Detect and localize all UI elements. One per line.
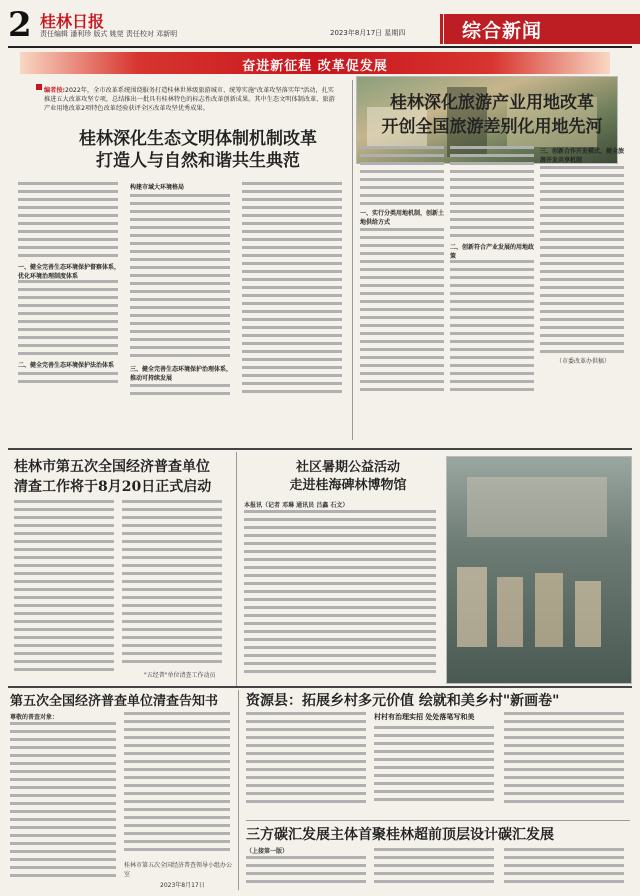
topic-banner [20,52,610,74]
article2-source: （市委改革办供稿） [556,358,611,365]
article4-body [244,500,440,680]
notice-title: 第五次全国经济普查单位清查告知书 [10,694,219,709]
article4-title-line2: 走进桂海碑林博物馆 [289,478,407,493]
article2-subhead-2: 二、创新符合产业发展的用地政策 [450,244,535,260]
section-divider [8,448,632,450]
article3-body [14,500,226,680]
column-divider-3 [238,690,239,890]
article4-byline: 本报讯（记者 邓琳 通讯员 吕鑫 石文） [244,502,349,509]
article6-byline: （上接第一版） [246,848,289,855]
article1-title-line1: 桂林深化生态文明体制机制改革 [79,129,317,149]
article2-subhead-3: 三、创新合作开发模式，健全旅游开发共享机制 [540,148,625,164]
article4-title-line1: 社区暑期公益活动 [295,460,400,475]
article6-title: 三方碳汇发展主体首聚桂林超前顶层设计碳汇发展 [246,827,554,843]
column-divider-2 [236,452,237,686]
newspaper-logo: 桂林日报 [40,12,105,31]
article5-body [246,712,630,818]
article2-title-line2: 开创全国旅游差别化用地先河 [381,117,603,137]
article1-subhead-3: 三、健全完善生态环境保护治理体系，推动可持续发展 [130,366,233,382]
article5-subhead: 村村有治理实招 处处落笔写和美 [374,713,475,721]
article3-title-line2: 清查工作将于8月20日正式启动 [14,479,212,495]
article2-body [360,142,624,438]
article6-body [246,846,630,892]
notice-date: 2023年8月17日 [160,882,205,889]
header-rule [8,46,632,48]
article1-subhead-1: 一、健全完善生态环境保护督察体系，优化环境治理制度体系 [18,264,121,280]
notice-signature: 桂林市第五次全国经济普查领导小组办公室 [124,862,233,878]
article2-subhead-1: 一、实行分类用地机制，创新土地供给方式 [360,210,445,226]
section-band-accent [440,14,443,44]
notice-greeting: 尊敬的普查对象： [10,714,59,721]
article5-title: 资源县：拓展乡村多元价值 绘就和美乡村"新画卷" [246,693,560,709]
column-divider [352,80,353,440]
editor-note-label: 编者按: [44,87,66,94]
banner-text: 奋进新征程 改革促发展 [242,59,388,74]
article1-subhead-2: 二、健全完善生态环境保护法治体系 [18,362,115,369]
article1-subhead-4: 构建市域大环境格局 [130,184,185,191]
article2-title-line1: 桂林深化旅游产业用地改革 [390,93,594,113]
notice-body [10,712,236,890]
article5-divider [246,820,630,821]
article3-caption: "五经普"单位清查工作动员 [144,672,216,679]
issue-date: 2023年8月17日 星期四 [330,29,406,37]
article1-body [18,170,348,450]
article3-title-line1: 桂林市第五次全国经济普查单位 [14,459,210,475]
section-divider-2 [8,686,632,688]
note-bullet-icon [36,84,42,90]
editor-note-text: 2022年，全市改革系统围绕服务打造桂林世界级旅游城市、统筹实施"改革攻坚落实年"活动，扎实推进五大改革攻坚专项，总结推出一批具有桂林特色的标志性改革创新成果。其中生态文明体制改革、旅游产业用地改革2项特色改革经验获评全区改革攻坚优秀成果。 [44,87,335,112]
museum-photo [446,456,632,684]
article1-title-line2: 打造人与自然和谐共生典范 [96,151,300,171]
editor-note [44,86,340,113]
staff-credits: 责任编辑 潘利珍 版式 姚莞 责任校对 邓新明 [40,30,178,38]
page-number: 2 [8,5,32,45]
section-title: 综合新闻 [462,20,543,42]
